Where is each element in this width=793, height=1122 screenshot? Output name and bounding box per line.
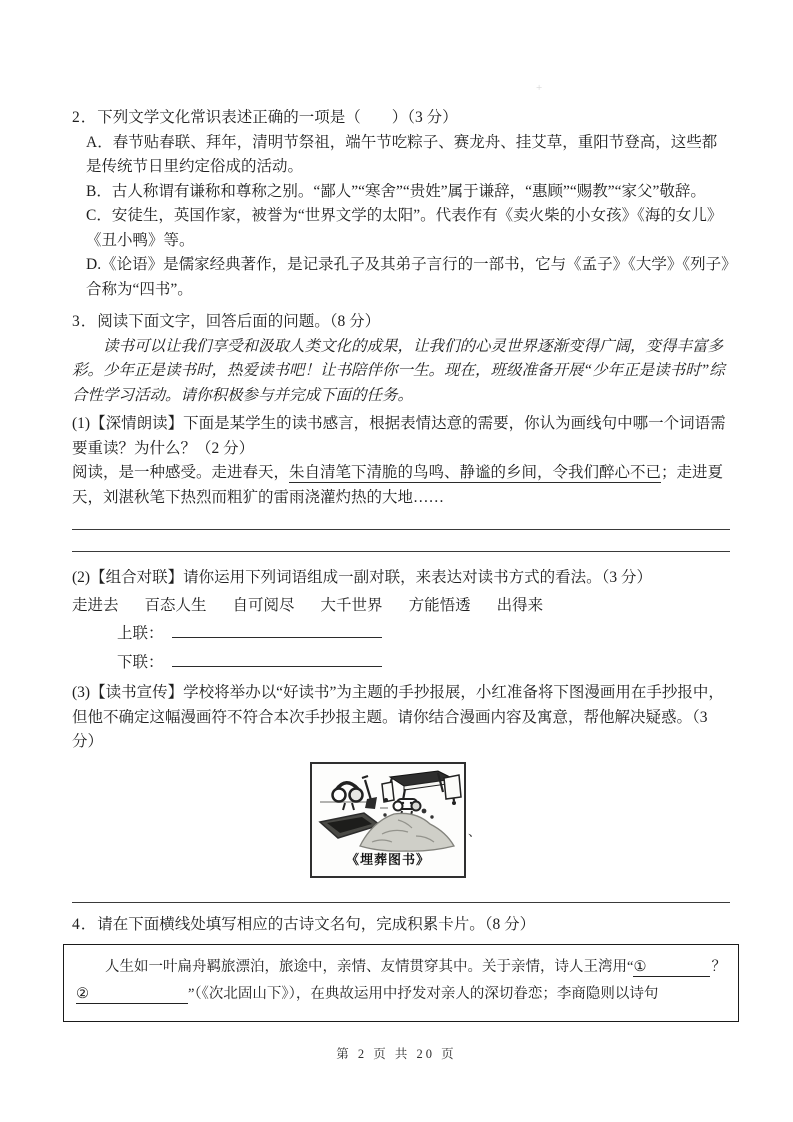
cartoon-figure [310, 762, 466, 878]
part-3-stem: (3)【读书宣传】学校将举办以“好读书”为主题的手抄报展，小红准备将下图漫画用在手抄报中，但他不确定这幅漫画符不符合本次手抄报主题。请你结合漫画内容及寓意，帮他解决疑惑。（3 分） [72, 684, 724, 750]
question-mark: ？ [711, 959, 726, 975]
word-item: 出得来 [496, 596, 544, 614]
part-2-tag: 【组合对联】 [90, 569, 184, 586]
part-3-tag: 【读书宣传】 [90, 684, 184, 701]
word-item: 自可阅尽 [232, 596, 295, 614]
part-3-promotion [72, 681, 730, 878]
question-2 [72, 106, 730, 302]
first-line-label: 上联： [117, 625, 164, 642]
answer-line [72, 529, 730, 530]
part-1-stem: (1)【深情朗读】下面是某学生的读书感言，根据表情达意的需要，你认为画线句中哪一个词语需要重读？为什么？（2 分） [72, 415, 726, 457]
question-3-intro: 读书可以让我们享受和汲取人类文化的成果，让我们的心灵世界逐渐变得广阔，变得丰富多彩。少年正是读书时，热爱读书吧！让书陪伴你一生。现在，班级准备开展“少年正是读书时”综合性学习活动。请你积极参与并完成下面的任务。 [72, 337, 725, 404]
cartoon-frame [310, 762, 466, 878]
part-2-couplet [72, 566, 730, 675]
page-content [72, 106, 730, 1022]
part-2-stem: (2)【组合对联】请你运用下列词语组成一副对联，来表达对读书方式的看法。（3 分） [72, 569, 652, 586]
question-3 [72, 310, 730, 878]
blank-2 [76, 985, 188, 1004]
accumulation-card [63, 944, 739, 1022]
question-3-number: 3． [72, 313, 98, 330]
second-line-row [117, 651, 730, 676]
option-a: A．春节贴春联、拜年，清明节祭祖，端午节吃粽子、赛龙舟、挂艾草，重阳节登高，这些都是传统节日里约定俗成的活动。 [86, 133, 718, 175]
word-item: 百态人生 [144, 596, 207, 614]
blank-1 [633, 958, 709, 977]
headphones-figure [333, 782, 363, 809]
cartoon-image [312, 764, 464, 854]
option-c: C．安徒生，英国作家，被誉为“世界文学的太阳”。代表作有《卖火柴的小女孩》《海的女儿》《丑小鸭》等。 [86, 207, 723, 249]
option-d-label: D. [86, 256, 102, 273]
card-line-2: ② ”（《次北固山下》），在典故运用中抒发对亲人的深切眷恋；李商隐则以诗句 [76, 986, 659, 1002]
word-item: 走进去 [72, 596, 119, 614]
option-a-label: A． [86, 133, 113, 151]
page-number: 第 2 页 共 20 页 [336, 1047, 457, 1061]
option-c-label: C． [86, 207, 112, 224]
part-1-label: (1) [72, 415, 91, 432]
part-3-label: (3) [72, 684, 91, 701]
table-figure [382, 771, 461, 806]
blank-2-label: ② [76, 986, 89, 1002]
card-line-1: 人生如一叶扁舟羁旅漂泊，旅途中，亲情、友情贯穿其中。关于亲情，诗人王湾用“ ① ？ [76, 954, 726, 981]
question-4-stem: 4．请在下面横线处填写相应的古诗文名句，完成积累卡片。（8 分） [72, 915, 536, 933]
answer-line [72, 902, 730, 903]
question-2-number: 2． [72, 109, 98, 126]
part-1-reading [72, 412, 730, 510]
first-line-row [117, 622, 730, 647]
shovel-icon [362, 776, 377, 809]
first-line-blank [172, 622, 382, 638]
word-bank [72, 594, 730, 619]
question-4 [72, 913, 730, 1023]
option-b-label: B． [86, 182, 112, 200]
question-2-stem: 2．下列文学文化常识表述正确的一项是（ ）（3 分） [72, 109, 458, 126]
dirt-mound [360, 808, 454, 851]
part-2-label: (2) [72, 569, 91, 586]
answer-line [72, 551, 730, 552]
option-b: B．古人称谓有谦称和尊称之别。“鄙人”“寒舍”“贵姓”属于谦辞，“惠顾”“赐教”“家父”敬辞。 [86, 182, 706, 200]
second-line-label: 下联： [117, 653, 164, 671]
word-item: 大千世界 [320, 596, 383, 614]
part-1-tag: 【深情朗读】 [90, 415, 184, 432]
option-d: D.《论语》是儒家经典著作，是记录孔子及其弟子言行的一部书，它与《孟子》《大学》《列子》合称为“四书”。 [86, 256, 729, 298]
underlined-sentence: 朱自清笔下清脆的鸟鸣、静谧的乡间，令我们醉心不已 [289, 464, 662, 481]
stray-punctuation-mark: 、 [468, 824, 482, 839]
blank-1-label: ① [633, 959, 647, 975]
question-4-number: 4． [72, 915, 98, 933]
word-item: 方能悟透 [408, 596, 471, 614]
stray-scan-mark: + [536, 82, 543, 94]
question-3-stem: 3．阅读下面文字，回答后面的问题。（8 分） [72, 313, 381, 330]
second-line-blank [172, 651, 382, 667]
part-1-quote: 阅读，是一种感受。走进春天，朱自清笔下清脆的鸟鸣、静谧的乡间，令我们醉心不已；走进夏天，刘湛秋笔下热烈而粗犷的雷雨浇灌灼热的大地…… [72, 464, 724, 506]
cartoon-caption: 《埋葬图书》 [345, 851, 430, 867]
